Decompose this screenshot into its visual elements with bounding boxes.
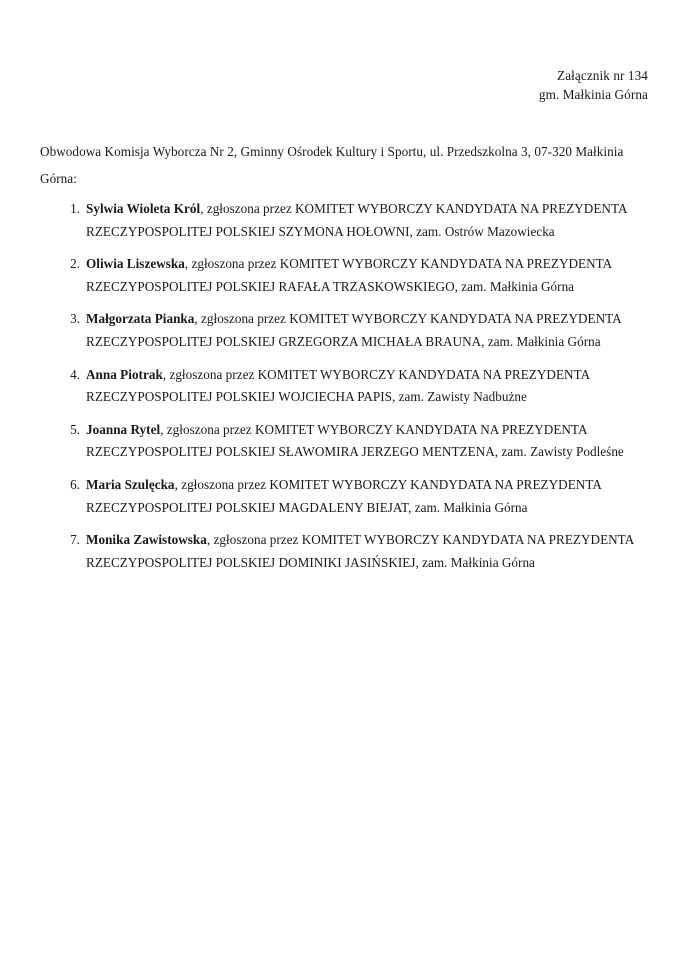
candidate-list	[40, 198, 640, 584]
list-item-number: 1.	[70, 201, 80, 216]
list-item	[40, 529, 640, 574]
list-item-number: 7.	[70, 532, 80, 548]
municipality-name: gm. Małkinia Górna	[538, 87, 648, 102]
candidate-nomination-text: , zgłoszona przez KOMITET WYBORCZY KANDYDATA NA PREZYDENTA RZECZYPOSPOLITEJ POLSKIEJ DOMINIKI JASIŃSKIEJ, zam. Małkinia Górna	[86, 532, 634, 570]
candidate-name: Sylwia Wioleta Król	[86, 201, 201, 216]
commission-intro-paragraph: Obwodowa Komisja Wyborcza Nr 2, Gminny Ośrodek Kultury i Sportu, ul. Przedszkolna 3, 07-320 Małkinia Górna:	[40, 144, 624, 187]
attachment-number: Załącznik nr 134	[557, 68, 648, 83]
candidate-name: Anna Piotrak	[86, 366, 163, 382]
list-item-number: 6.	[70, 476, 80, 492]
candidate-nomination-text: , zgłoszona przez KOMITET WYBORCZY KANDYDATA NA PREZYDENTA RZECZYPOSPOLITEJ POLSKIEJ SŁAWOMIRA JERZEGO MENTZENA, zam. Zawisty Podleśne	[86, 421, 624, 460]
list-item-number: 2.	[70, 256, 80, 272]
list-item	[40, 474, 640, 519]
candidate-name: Oliwia Liszewska	[86, 256, 185, 272]
candidate-name: Monika Zawistowska	[86, 532, 207, 548]
candidate-nomination-text: , zgłoszona przez KOMITET WYBORCZY KANDYDATA NA PREZYDENTA RZECZYPOSPOLITEJ POLSKIEJ MAGDALENY BIEJAT, zam. Małkinia Górna	[86, 476, 602, 515]
list-item	[40, 364, 640, 409]
candidate-name: Maria Szulęcka	[86, 476, 175, 492]
list-item	[40, 419, 640, 464]
document-header	[539, 66, 648, 104]
list-item-number: 5.	[70, 421, 80, 437]
candidate-nomination-text: , zgłoszona przez KOMITET WYBORCZY KANDYDATA NA PREZYDENTA RZECZYPOSPOLITEJ POLSKIEJ RAFAŁA TRZASKOWSKIEGO, zam. Małkinia Górna	[86, 256, 612, 294]
candidate-nomination-text: , zgłoszona przez KOMITET WYBORCZY KANDYDATA NA PREZYDENTA RZECZYPOSPOLITEJ POLSKIEJ WOJCIECHA PAPIS, zam. Zawisty Nadbużne	[86, 366, 590, 405]
list-item	[40, 198, 640, 243]
list-item	[40, 308, 640, 353]
candidate-nomination-text: , zgłoszona przez KOMITET WYBORCZY KANDYDATA NA PREZYDENTA RZECZYPOSPOLITEJ POLSKIEJ SZYMONA HOŁOWNI, zam. Ostrów Mazowiecka	[86, 201, 627, 239]
list-item-number: 3.	[70, 311, 80, 327]
candidate-name: Joanna Rytel	[86, 421, 161, 437]
candidate-nomination-text: , zgłoszona przez KOMITET WYBORCZY KANDYDATA NA PREZYDENTA RZECZYPOSPOLITEJ POLSKIEJ GRZEGORZA MICHAŁA BRAUNA, zam. Małkinia Górna	[86, 311, 622, 349]
list-item	[40, 253, 640, 298]
list-item-number: 4.	[70, 366, 80, 382]
candidate-name: Małgorzata Pianka	[86, 311, 195, 327]
